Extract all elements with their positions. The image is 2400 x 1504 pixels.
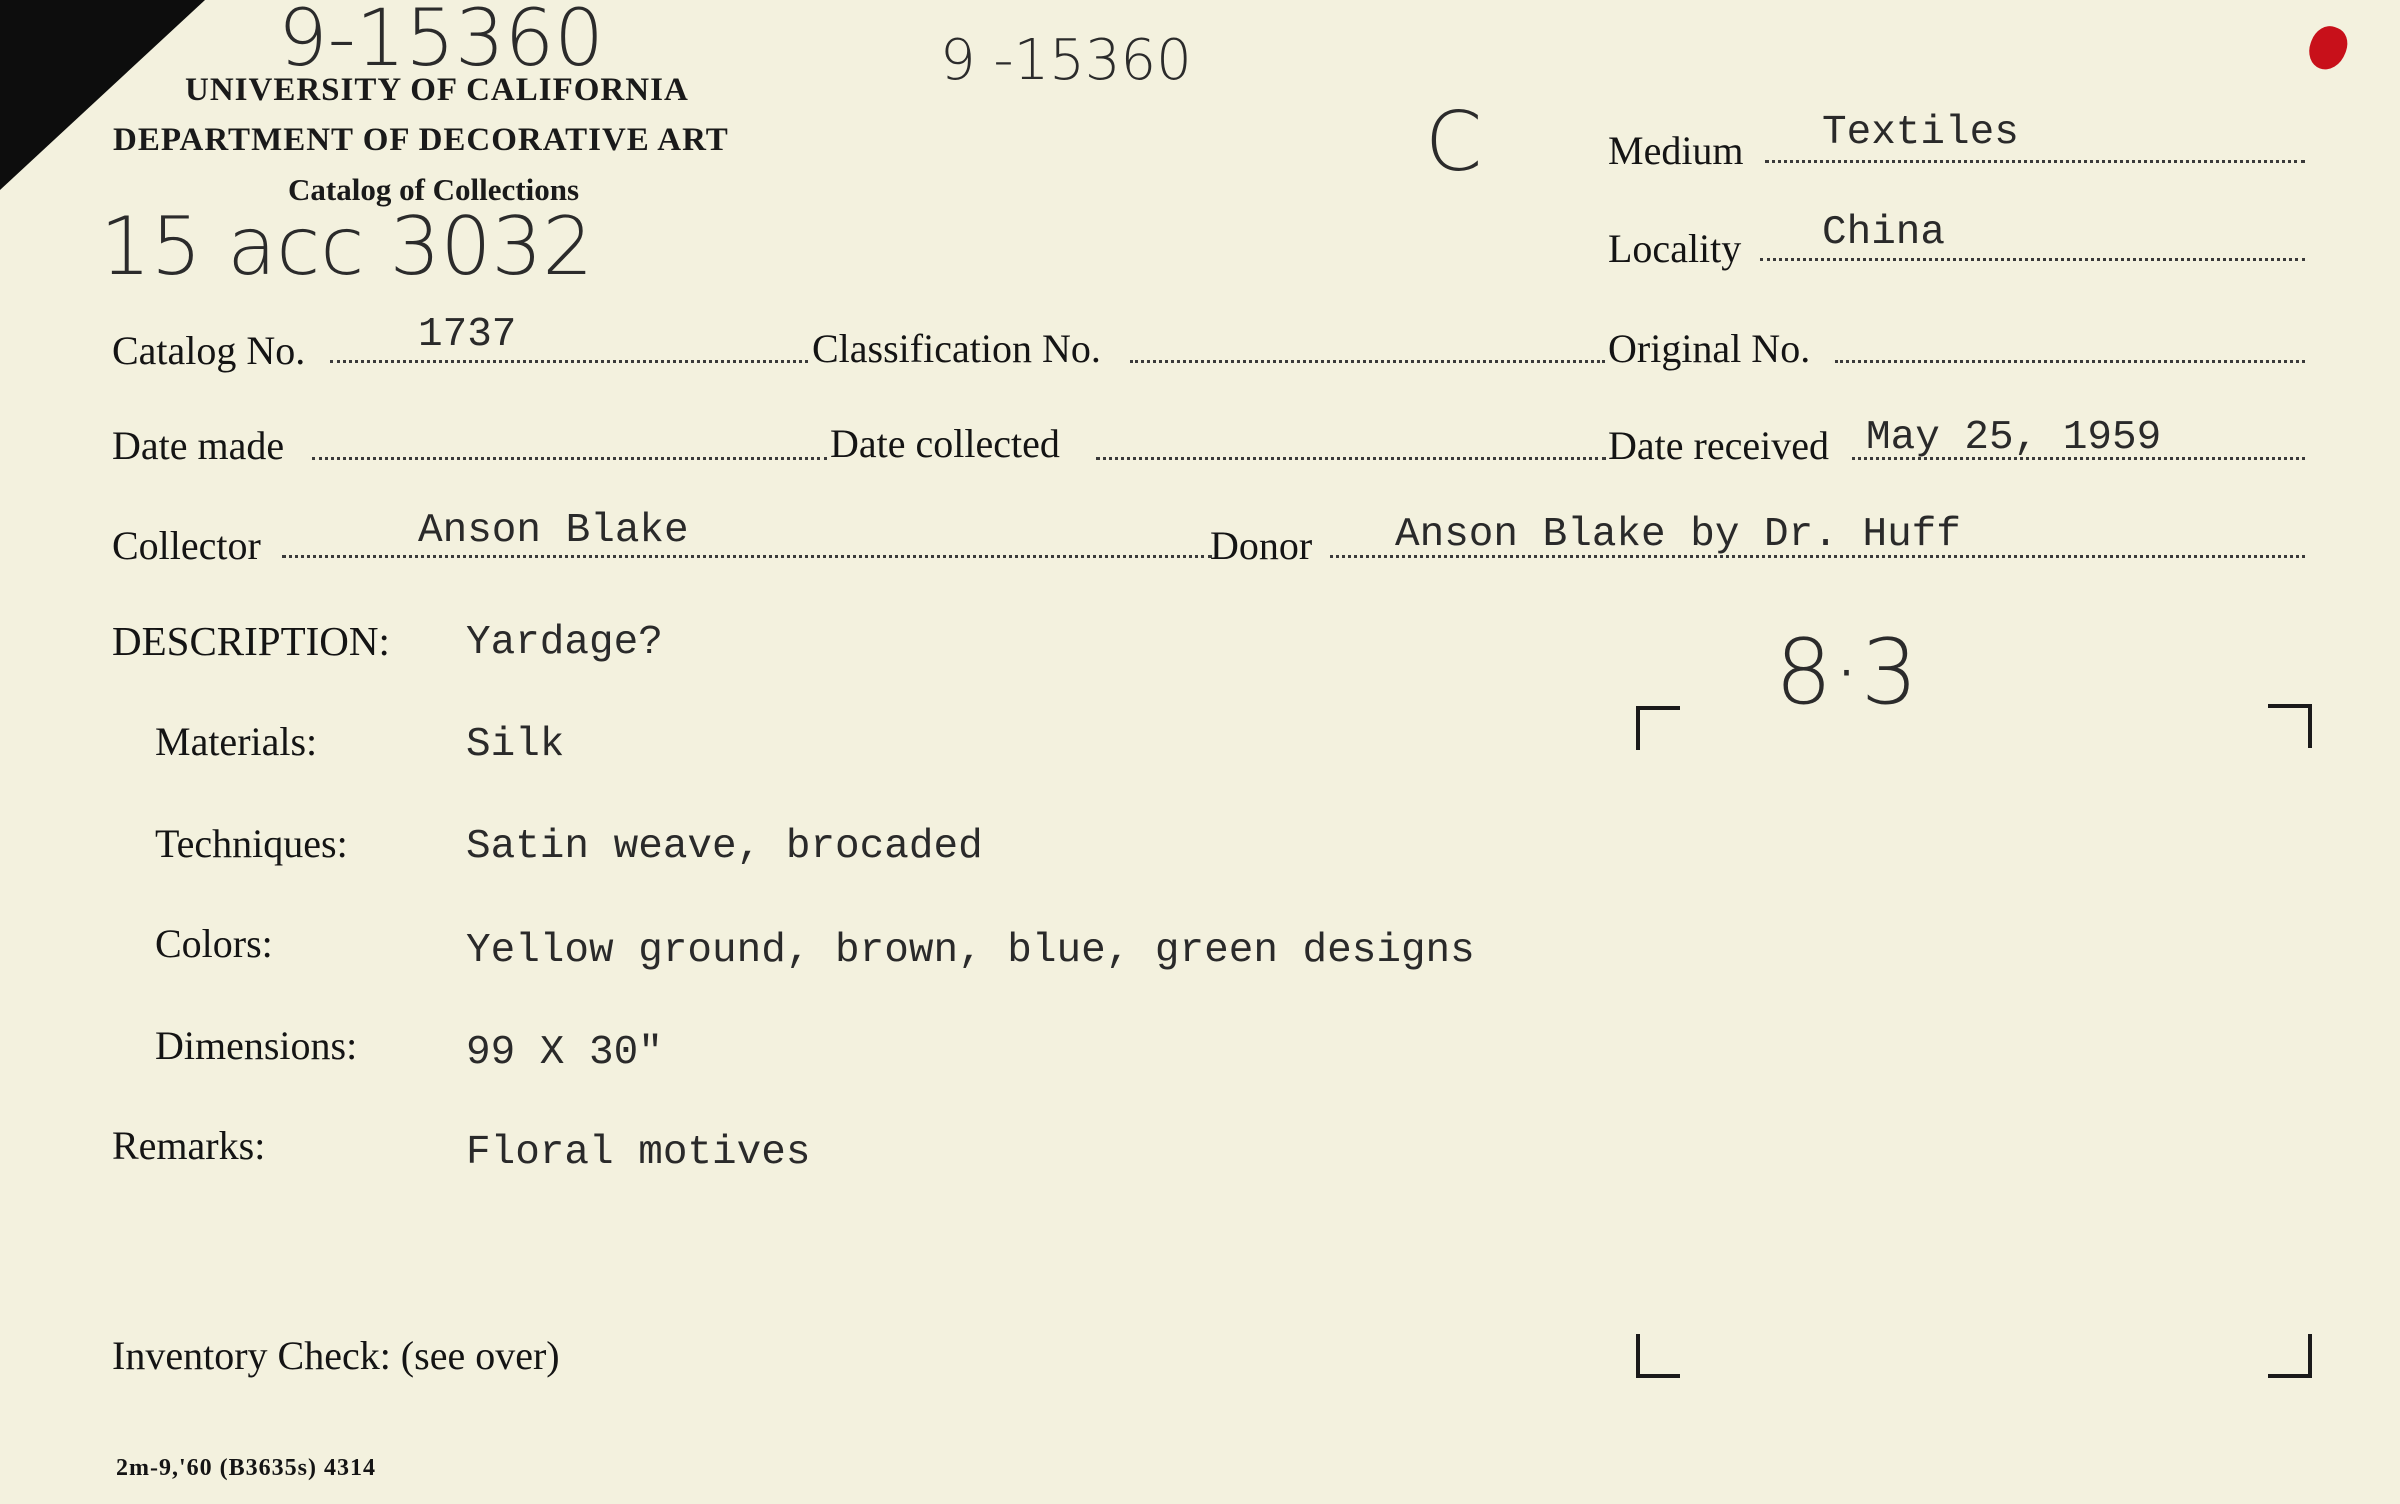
classification-no-line [1130, 360, 1605, 363]
description-label: DESCRIPTION: [112, 618, 390, 664]
catalog-no-line [330, 360, 808, 363]
donor-value: Anson Blake by Dr. Huff [1395, 512, 1961, 558]
crop-mark-bottom-right [2268, 1334, 2312, 1378]
medium-label: Medium [1608, 128, 1744, 173]
date-received-value: May 25, 1959 [1866, 415, 2162, 461]
date-made-label: Date made [112, 423, 285, 468]
locality-value: China [1822, 210, 1946, 256]
techniques-value: Satin weave, brocaded [466, 824, 983, 870]
description-value: Yardage? [466, 620, 663, 666]
handwritten-letter: C [1425, 95, 1483, 190]
colors-value: Yellow ground, brown, blue, green designs [466, 928, 1475, 974]
materials-label: Materials: [155, 719, 318, 764]
catalog-no-value: 1737 [418, 312, 517, 358]
crop-mark-top-right [2268, 704, 2312, 748]
original-no-line [1835, 360, 2305, 363]
red-dot-mark [2304, 21, 2353, 75]
collector-line [282, 555, 1212, 558]
donor-label: Donor [1210, 523, 1313, 568]
handwritten-number-2: 9 -15360 [940, 28, 1192, 93]
handwritten-accession: 15 acc 3032 [100, 200, 594, 293]
dimensions-value: 99 X 30" [466, 1030, 663, 1076]
medium-value: Textiles [1822, 110, 2019, 156]
colors-label: Colors: [155, 921, 273, 966]
date-received-label: Date received [1608, 423, 1829, 468]
locality-line [1760, 258, 2305, 261]
collector-label: Collector [112, 523, 261, 568]
header-university: UNIVERSITY OF CALIFORNIA [185, 72, 689, 108]
handwritten-number: 9-15360 [278, 0, 604, 84]
classification-no-label: Classification No. [812, 326, 1101, 371]
cut-corner [0, 0, 205, 190]
inventory-check: Inventory Check: (see over) [112, 1333, 560, 1378]
catalog-no-label: Catalog No. [112, 328, 306, 373]
original-no-label: Original No. [1608, 326, 1811, 371]
collector-value: Anson Blake [418, 508, 689, 554]
date-made-line [312, 457, 827, 460]
materials-value: Silk [466, 722, 565, 768]
remarks-label: Remarks: [112, 1123, 266, 1168]
date-collected-label: Date collected [830, 421, 1060, 466]
techniques-label: Techniques: [155, 821, 348, 866]
date-collected-line [1096, 457, 1606, 460]
print-code: 2m-9,'60 (B3635s) 4314 [116, 1455, 376, 1481]
header-department: DEPARTMENT OF DECORATIVE ART [113, 122, 729, 158]
crop-mark-top-left [1636, 706, 1680, 750]
handwritten-shelf-number: 8·3 [1775, 620, 1919, 725]
locality-label: Locality [1608, 226, 1742, 271]
crop-mark-bottom-left [1636, 1334, 1680, 1378]
header-catalog: Catalog of Collections [288, 172, 580, 207]
medium-line [1765, 160, 2305, 163]
dimensions-label: Dimensions: [155, 1023, 358, 1068]
remarks-value: Floral motives [466, 1130, 811, 1176]
